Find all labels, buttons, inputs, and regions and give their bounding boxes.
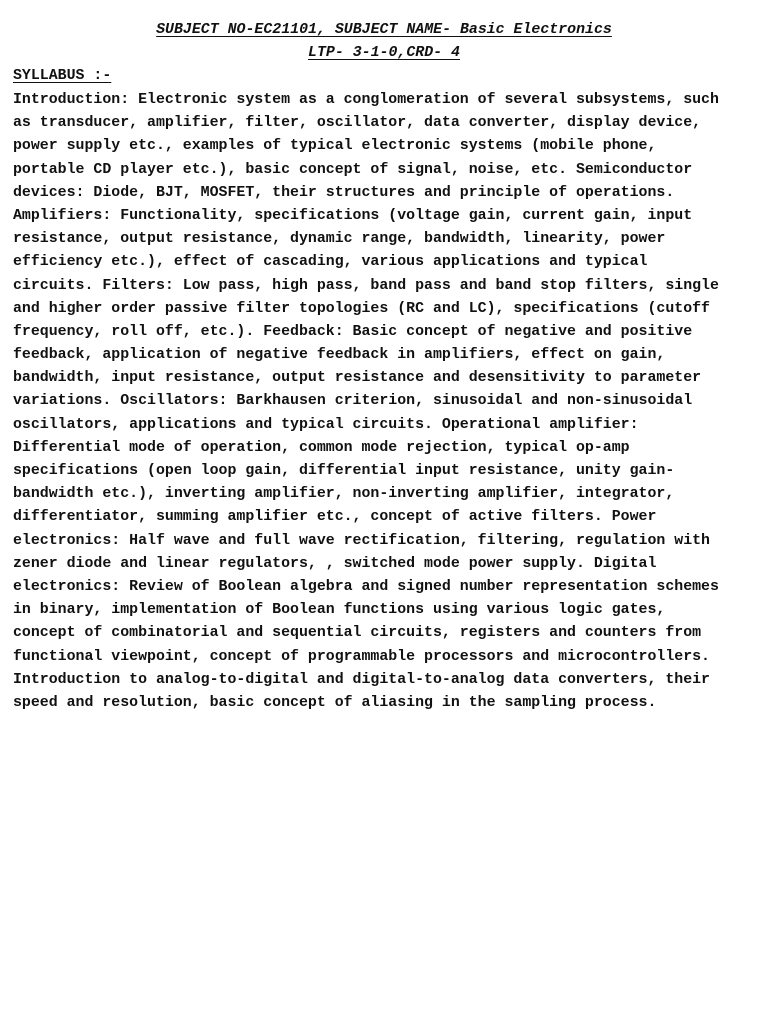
syllabus-line: Introduction to analog-to-digital and digital-to-analog data converters, their — [13, 671, 710, 688]
syllabus-line: circuits. Filters: Low pass, high pass, band pass and band stop filters, single — [13, 277, 719, 294]
syllabus-line: differentiator, summing amplifier etc., concept of active filters. Power — [13, 509, 657, 526]
syllabus-line: as transducer, amplifier, filter, oscillator, data converter, display device, — [13, 115, 702, 132]
syllabus-line: electronics: Review of Boolean algebra and signed number representation schemes — [13, 578, 719, 595]
syllabus-line: in binary, implementation of Boolean functions using various logic gates, — [13, 602, 666, 619]
subject-heading — [0, 21, 768, 39]
syllabus-line: bandwidth, input resistance, output resistance and desensitivity to parameter — [13, 370, 702, 387]
syllabus-line: portable CD player etc.), basic concept of signal, noise, etc. Semiconductor — [13, 161, 693, 178]
syllabus-label: SYLLABUS :- — [13, 68, 112, 84]
syllabus-line: electronics: Half wave and full wave rectification, filtering, regulation with — [13, 532, 710, 549]
syllabus-line: Differential mode of operation, common mode rejection, typical op-amp — [13, 439, 630, 456]
credit-heading — [0, 44, 768, 62]
syllabus-line: concept of combinatorial and sequential circuits, registers and counters from — [13, 625, 702, 642]
syllabus-line: and higher order passive filter topologies (RC and LC), specifications (cutoff — [13, 300, 710, 317]
subject-title: SUBJECT NO-EC21101, SUBJECT NAME- Basic Electronics — [156, 22, 612, 38]
syllabus-body — [13, 91, 758, 717]
syllabus-line: functional viewpoint, concept of programmable processors and microcontrollers. — [13, 648, 710, 665]
ltp-credit-line: LTP- 3-1-0,CRD- 4 — [308, 45, 460, 61]
syllabus-line: frequency, roll off, etc.). Feedback: Basic concept of negative and positive — [13, 323, 693, 340]
syllabus-line: oscillators, applications and typical circuits. Operational amplifier: — [13, 416, 639, 433]
syllabus-line: resistance, output resistance, dynamic range, bandwidth, linearity, power — [13, 231, 666, 248]
syllabus-line: Amplifiers: Functionality, specifications (voltage gain, current gain, input — [13, 207, 693, 224]
syllabus-line: specifications (open loop gain, differential input resistance, unity gain- — [13, 463, 675, 479]
syllabus-line: zener diode and linear regulators, , switched mode power supply. Digital — [13, 555, 657, 572]
syllabus-line: devices: Diode, BJT, MOSFET, their structures and principle of operations. — [13, 184, 675, 201]
syllabus-line: efficiency etc.), effect of cascading, various applications and typical — [13, 254, 648, 271]
syllabus-line: feedback, application of negative feedback in amplifiers, effect on gain, — [13, 347, 666, 364]
syllabus-line: bandwidth etc.), inverting amplifier, non-inverting amplifier, integrator, — [13, 486, 675, 503]
syllabus-line: variations. Oscillators: Barkhausen criterion, sinusoidal and non-sinusoidal — [13, 393, 693, 410]
syllabus-line: power supply etc., examples of typical electronic systems (mobile phone, — [13, 138, 657, 155]
syllabus-line: speed and resolution, basic concept of aliasing in the sampling process. — [13, 694, 657, 711]
syllabus-line: Introduction: Electronic system as a conglomeration of several subsystems, such — [13, 92, 719, 108]
